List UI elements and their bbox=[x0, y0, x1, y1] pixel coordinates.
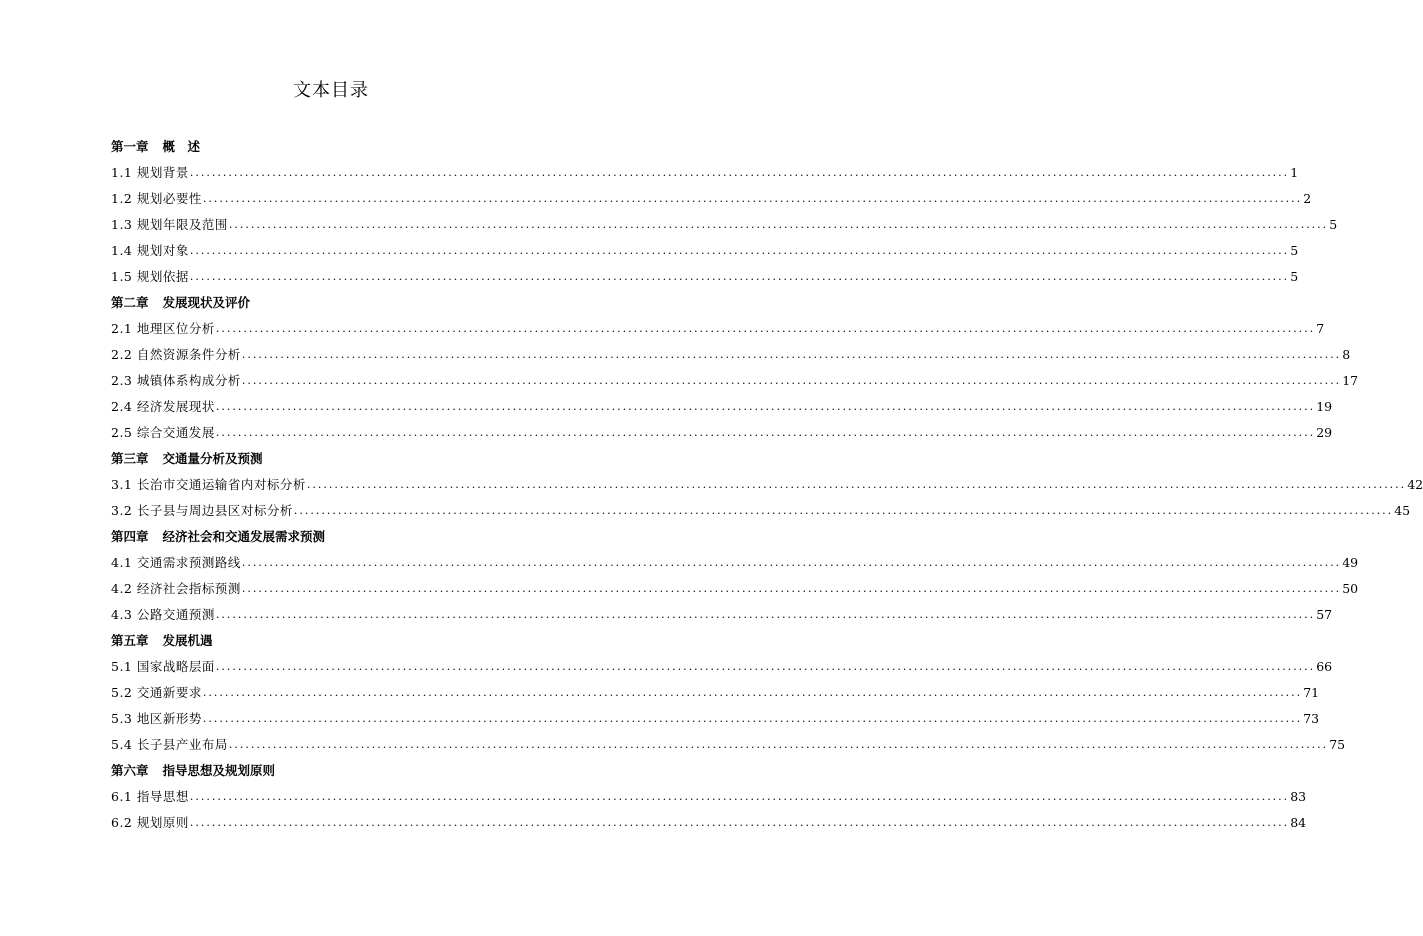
toc-entry-page: 84 bbox=[1290, 814, 1307, 830]
toc-entry-label: 1.5 规划依据 bbox=[111, 269, 189, 284]
toc-entry-label: 5.3 地区新形势 bbox=[111, 711, 202, 726]
toc-entry[interactable] bbox=[111, 471, 1423, 497]
toc-entry-label: 2.5 综合交通发展 bbox=[111, 425, 215, 440]
chapter-title: 发展现状及评价 bbox=[162, 295, 251, 310]
toc-entry[interactable] bbox=[111, 367, 1359, 393]
toc-entry-page: 29 bbox=[1316, 424, 1333, 440]
toc-entry-label: 5.1 国家战略层面 bbox=[111, 659, 215, 674]
dot-leader: ........................................................................................................................................................................................................ bbox=[202, 711, 1303, 725]
toc-entry-page: 83 bbox=[1290, 788, 1307, 804]
toc-entry[interactable] bbox=[111, 731, 1346, 757]
chapter-heading[interactable] bbox=[111, 133, 584, 159]
chapter-number: 第二章 bbox=[111, 295, 149, 310]
dot-leader: ........................................................................................................................................................................................................ bbox=[189, 165, 1290, 179]
chapter-number: 第四章 bbox=[111, 529, 149, 544]
toc-entry[interactable] bbox=[111, 393, 1333, 419]
dot-leader: ........................................................................................................................................................................................................ bbox=[189, 243, 1290, 257]
toc-entry[interactable] bbox=[111, 263, 1299, 289]
chapter-title: 指导思想及规划原则 bbox=[162, 763, 276, 778]
dot-leader: ........................................................................................................................................................................................................ bbox=[241, 555, 1342, 569]
chapter-title: 概 述 bbox=[162, 139, 201, 154]
chapter-number: 第一章 bbox=[111, 139, 149, 154]
toc-entry[interactable] bbox=[111, 185, 1312, 211]
toc-entry-page: 50 bbox=[1342, 580, 1359, 596]
toc-entry-label: 2.1 地理区位分析 bbox=[111, 321, 215, 336]
dot-leader: ........................................................................................................................................................................................................ bbox=[215, 321, 1316, 335]
dot-leader: ........................................................................................................................................................................................................ bbox=[241, 373, 1342, 387]
toc-entry-page: 5 bbox=[1290, 242, 1299, 258]
dot-leader: ........................................................................................................................................................................................................ bbox=[228, 217, 1329, 231]
toc-entry-page: 1 bbox=[1290, 164, 1299, 180]
toc-entry-page: 17 bbox=[1342, 372, 1359, 388]
toc-entry-page: 2 bbox=[1303, 190, 1312, 206]
toc-entry[interactable] bbox=[111, 159, 1299, 185]
toc-entry-label: 4.3 公路交通预测 bbox=[111, 607, 215, 622]
toc-entry-page: 8 bbox=[1342, 346, 1351, 362]
chapter-title: 交通量分析及预测 bbox=[162, 451, 263, 466]
toc-entry-label: 2.3 城镇体系构成分析 bbox=[111, 373, 241, 388]
toc-entry[interactable] bbox=[111, 419, 1333, 445]
chapter-heading[interactable] bbox=[111, 627, 584, 653]
toc-entry[interactable] bbox=[111, 315, 1325, 341]
toc-entry-page: 66 bbox=[1316, 658, 1333, 674]
dot-leader: ........................................................................................................................................................................................................ bbox=[306, 477, 1407, 491]
dot-leader: ........................................................................................................................................................................................................ bbox=[202, 685, 1303, 699]
dot-leader: ........................................................................................................................................................................................................ bbox=[189, 269, 1290, 283]
table-of-contents bbox=[111, 133, 1423, 835]
toc-entry-label: 5.4 长子县产业布局 bbox=[111, 737, 228, 752]
dot-leader: ........................................................................................................................................................................................................ bbox=[241, 581, 1342, 595]
toc-entry[interactable] bbox=[111, 211, 1338, 237]
chapter-number: 第六章 bbox=[111, 763, 149, 778]
toc-entry[interactable] bbox=[111, 341, 1351, 367]
toc-entry-page: 57 bbox=[1316, 606, 1333, 622]
toc-entry-page: 19 bbox=[1316, 398, 1333, 414]
toc-entry-label: 3.1 长治市交通运输省内对标分析 bbox=[111, 477, 306, 492]
page-title: 文本目录 bbox=[293, 80, 369, 101]
dot-leader: ........................................................................................................................................................................................................ bbox=[215, 425, 1316, 439]
toc-entry-page: 73 bbox=[1303, 710, 1320, 726]
dot-leader: ........................................................................................................................................................................................................ bbox=[293, 503, 1394, 517]
toc-entry-label: 2.4 经济发展现状 bbox=[111, 399, 215, 414]
dot-leader: ........................................................................................................................................................................................................ bbox=[215, 399, 1316, 413]
toc-entry[interactable] bbox=[111, 705, 1320, 731]
toc-entry-page: 75 bbox=[1329, 736, 1346, 752]
toc-entry-label: 6.2 规划原则 bbox=[111, 815, 189, 830]
toc-entry-page: 45 bbox=[1394, 502, 1411, 518]
chapter-number: 第五章 bbox=[111, 633, 149, 648]
dot-leader: ........................................................................................................................................................................................................ bbox=[202, 191, 1303, 205]
dot-leader: ........................................................................................................................................................................................................ bbox=[215, 659, 1316, 673]
toc-entry-page: 5 bbox=[1290, 268, 1299, 284]
toc-entry-page: 71 bbox=[1303, 684, 1320, 700]
toc-entry-page: 42 bbox=[1407, 476, 1423, 492]
toc-entry[interactable] bbox=[111, 575, 1359, 601]
toc-entry-label: 5.2 交通新要求 bbox=[111, 685, 202, 700]
toc-entry[interactable] bbox=[111, 653, 1333, 679]
toc-entry-page: 7 bbox=[1316, 320, 1325, 336]
toc-entry[interactable] bbox=[111, 497, 1411, 523]
toc-entry-label: 4.2 经济社会指标预测 bbox=[111, 581, 241, 596]
chapter-heading[interactable] bbox=[111, 289, 584, 315]
toc-entry-label: 2.2 自然资源条件分析 bbox=[111, 347, 241, 362]
chapter-number: 第三章 bbox=[111, 451, 149, 466]
toc-entry-page: 49 bbox=[1342, 554, 1359, 570]
dot-leader: ........................................................................................................................................................................................................ bbox=[189, 789, 1290, 803]
toc-entry-label: 3.2 长子县与周边县区对标分析 bbox=[111, 503, 293, 518]
chapter-heading[interactable] bbox=[111, 445, 584, 471]
toc-entry-label: 4.1 交通需求预测路线 bbox=[111, 555, 241, 570]
chapter-title: 经济社会和交通发展需求预测 bbox=[162, 529, 326, 544]
chapter-heading[interactable] bbox=[111, 523, 584, 549]
toc-entry-page: 5 bbox=[1329, 216, 1338, 232]
toc-entry-label: 1.3 规划年限及范围 bbox=[111, 217, 228, 232]
toc-entry-label: 1.1 规划背景 bbox=[111, 165, 189, 180]
toc-entry-label: 6.1 指导思想 bbox=[111, 789, 189, 804]
toc-entry-label: 1.2 规划必要性 bbox=[111, 191, 202, 206]
dot-leader: ........................................................................................................................................................................................................ bbox=[215, 607, 1316, 621]
dot-leader: ........................................................................................................................................................................................................ bbox=[241, 347, 1342, 361]
dot-leader: ........................................................................................................................................................................................................ bbox=[228, 737, 1329, 751]
toc-entry[interactable] bbox=[111, 237, 1299, 263]
chapter-title: 发展机遇 bbox=[162, 633, 213, 648]
toc-entry[interactable] bbox=[111, 809, 1307, 835]
toc-entry[interactable] bbox=[111, 549, 1359, 575]
chapter-heading[interactable] bbox=[111, 757, 584, 783]
dot-leader: ........................................................................................................................................................................................................ bbox=[189, 815, 1290, 829]
toc-entry[interactable] bbox=[111, 783, 1307, 809]
toc-entry-label: 1.4 规划对象 bbox=[111, 243, 189, 258]
toc-entry[interactable] bbox=[111, 679, 1320, 705]
toc-entry[interactable] bbox=[111, 601, 1333, 627]
